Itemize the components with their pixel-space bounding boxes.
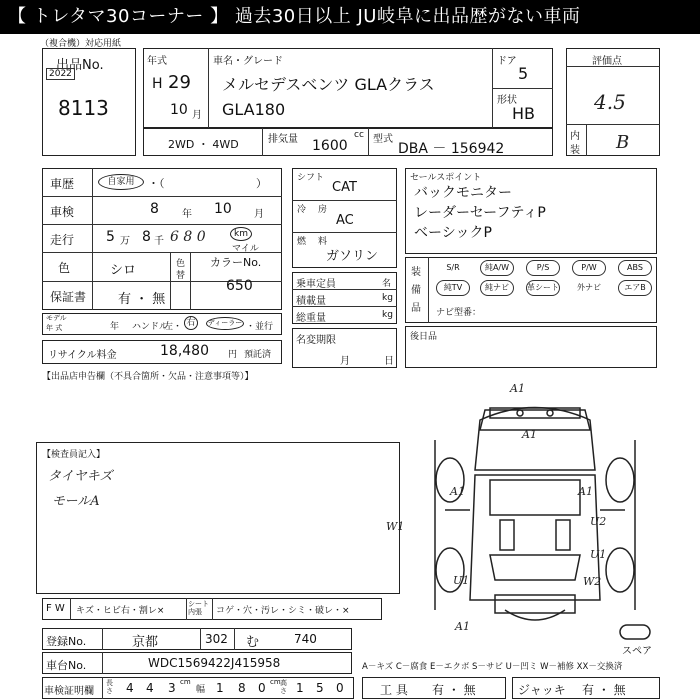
handle-opts: 左・ — [164, 322, 183, 332]
history-rest: ・（ — [148, 177, 165, 190]
fuel-label-1: 燃 — [297, 237, 307, 247]
mileage-man: 5 — [106, 229, 115, 245]
inspector-note-2: モールA — [52, 494, 100, 509]
ac-label-2: 房 — [318, 205, 328, 215]
equip-airbag: エアB — [618, 280, 652, 296]
mileage-sen: 8 — [142, 229, 151, 245]
model-name: メルセデスベンツ GLAクラス — [222, 75, 435, 94]
color-code-label: カラーNo. — [210, 256, 262, 269]
warranty-value: 有 ・ 無 — [118, 292, 166, 307]
model-year-label-1: モデル — [46, 314, 67, 322]
car-diagram — [405, 380, 665, 640]
tools-value: 有 ・ 無 — [432, 683, 476, 697]
ac-label-1: 冷 — [297, 205, 307, 215]
recycle-unit: 円 — [228, 350, 238, 360]
equip-ps: P/S — [526, 260, 560, 276]
year-value: 29 — [168, 72, 191, 93]
seat-text: コゲ・穴・汚レ・シミ・破レ・× — [216, 606, 350, 616]
color-change-2: 替 — [176, 271, 186, 281]
damage-mark-4: A1 — [578, 485, 593, 498]
seller-info-label: 【出品店申告欄（不具合箇所・欠品・注意事項等）】 — [42, 372, 254, 382]
inspection-month: 10 — [214, 201, 232, 217]
shape-value: HB — [512, 104, 536, 123]
capacity-unit: 名 — [382, 279, 392, 289]
era: H — [152, 76, 163, 92]
inspector-label: 【検査員記入】 — [42, 450, 106, 460]
navi-model-label: ナビ型番： — [436, 308, 482, 318]
shift-value: CAT — [332, 180, 357, 195]
gross-label: 総重量 — [296, 313, 326, 324]
fuel-value: ガソリン — [326, 249, 379, 264]
damage-mark-9: W2 — [583, 575, 602, 588]
fw-label: F W — [46, 603, 65, 614]
warranty-label: 保証書 — [50, 290, 87, 304]
interior-label-2: 装 — [570, 145, 580, 156]
selling-line-2: レーダーセーフティP — [414, 205, 546, 221]
equip-abs: ABS — [618, 260, 652, 276]
inspection-year: 8 — [150, 201, 159, 217]
registration-city: 京都 — [132, 635, 159, 650]
history-label: 車歴 — [50, 177, 75, 191]
selling-line-3: ベーシックP — [414, 225, 492, 241]
chassis-label: 車台No. — [46, 659, 87, 672]
color-value: シロ — [110, 263, 137, 278]
registration-class: 302 — [205, 632, 228, 646]
registration-kana: む — [246, 635, 260, 650]
year-month-unit: 月 — [192, 110, 202, 121]
equip-label-1: 装 — [411, 267, 421, 278]
name-change-day: 日 — [384, 356, 394, 367]
cert-width-unit: cm — [270, 678, 281, 686]
registration-label: 登録No. — [46, 635, 87, 648]
seat-label: シート内張 — [188, 600, 209, 616]
damage-mark-10: A1 — [455, 620, 470, 633]
fuel-label-2: 料 — [318, 237, 328, 247]
year-label: 年式 — [147, 56, 167, 67]
recycle-label: リサイクル料金 — [48, 350, 117, 361]
inspection-year-unit: 年 — [182, 209, 192, 220]
history-circled: 自家用 — [98, 174, 144, 190]
displacement-value: 1600 — [312, 138, 348, 154]
cert-height-3: 0 — [336, 681, 344, 695]
damage-mark-1: A1 — [510, 382, 525, 395]
cert-width-1: 1 — [216, 681, 224, 695]
dealer-circled: ディーラー — [206, 317, 244, 330]
selling-label: セールスポイント — [410, 173, 482, 183]
handle-right-circled: 右 — [184, 316, 198, 330]
inspector-note-1: タイヤキズ — [48, 469, 113, 484]
cert-length-1: 4 — [126, 681, 134, 695]
color-code: 650 — [226, 278, 253, 294]
damage-mark-3: A1 — [450, 485, 465, 498]
year-stamp: 2022 — [46, 68, 75, 80]
doors-label: ドア — [497, 56, 517, 67]
mileage-sen-unit: 千 — [154, 236, 164, 247]
score-value: 4.5 — [594, 90, 626, 114]
damage-mark-8: U1 — [590, 548, 607, 561]
model-label: 車名・グレード — [213, 56, 283, 67]
recycle-value: 18,480 — [160, 343, 209, 359]
equip-leather: 革シート — [526, 280, 560, 296]
model-grade: GLA180 — [222, 100, 286, 119]
cert-length-label: 長さ — [106, 679, 113, 695]
inspection-month-unit: 月 — [254, 209, 264, 220]
color-change-1: 色 — [176, 259, 186, 269]
later-items-box — [405, 326, 657, 368]
damage-mark-5: W1 — [386, 520, 405, 533]
equip-label-3: 品 — [411, 303, 421, 314]
cert-length-3: 3 — [168, 681, 176, 695]
shift-label: シフト — [297, 173, 325, 183]
gross-unit: kg — [382, 310, 393, 320]
equip-ext-navi: 外ナビ — [577, 283, 601, 292]
import-label: ・並行 — [246, 322, 274, 332]
name-change-month: 月 — [340, 356, 350, 367]
cert-label: 車検証明欄 — [44, 686, 94, 697]
recycle-note: 預託済 — [244, 350, 272, 360]
form-subtitle: （複合機）対応用紙 — [40, 39, 122, 49]
later-items-label: 後日品 — [410, 332, 438, 342]
inspection-label: 車検 — [50, 205, 75, 219]
score-label: 評価点 — [592, 56, 622, 67]
load-unit: kg — [382, 293, 393, 303]
equip-label-2: 備 — [411, 285, 421, 296]
banner: 【 トレタマ30コーナー 】 過去30日以上 JU岐阜に出品歴がない車両 — [0, 0, 700, 34]
mileage-handwritten: 6 8 0 — [170, 229, 206, 245]
displacement-label: 排気量 — [268, 134, 298, 145]
selling-line-1: バックモニター — [414, 185, 512, 201]
tools-label: 工 具 — [380, 683, 408, 697]
model-code-label: 型式 — [373, 134, 393, 145]
history-close: ） — [256, 177, 267, 190]
displacement-unit: cc — [354, 130, 364, 140]
mileage-man-unit: 万 — [120, 236, 130, 247]
damage-legend: A－キズ C－腐食 E－エクボ S－サビ U－凹ミ W－補修 XX－交換済 — [362, 662, 623, 672]
damage-mark-6: U1 — [453, 574, 470, 587]
interior-value: B — [616, 132, 630, 153]
drive: 2WD ・ 4WD — [168, 138, 239, 151]
cert-length-2: 4 — [146, 681, 154, 695]
year-month: 10 — [170, 102, 188, 118]
interior-label-1: 内 — [570, 131, 580, 142]
lot-label: 出品No. — [56, 58, 104, 73]
handle-label: ハンドル — [132, 322, 169, 332]
cert-width-label: 幅 — [196, 685, 206, 695]
cert-length-unit: cm — [180, 678, 191, 686]
lot-number: 8113 — [58, 96, 109, 120]
mileage-km-circled: km — [230, 227, 252, 241]
chassis-value: WDC1569422J415958 — [148, 656, 281, 670]
mileage-label: 走行 — [50, 233, 75, 247]
spare-label: スペア — [622, 646, 652, 657]
damage-mark-7: U2 — [590, 515, 607, 528]
damage-mark-2: A1 — [522, 428, 537, 441]
registration-number: 740 — [294, 632, 317, 646]
doors-value: 5 — [518, 64, 529, 83]
cert-width-2: 8 — [238, 681, 246, 695]
cert-height-label: 高さ — [280, 679, 287, 695]
jack-value: 有 ・ 無 — [582, 683, 626, 697]
equip-tv: 純TV — [436, 280, 470, 296]
capacity-label: 乗車定員 — [296, 279, 336, 290]
ac-value: AC — [336, 213, 354, 228]
cert-width-3: 0 — [258, 681, 266, 695]
load-label: 積載量 — [296, 296, 326, 307]
model-code: DBA － 156942 — [398, 141, 505, 157]
equip-sr: S/R — [446, 263, 460, 272]
model-year-label-2: 年 式 — [46, 324, 63, 332]
equip-aw: 純A/W — [480, 260, 514, 276]
cert-height-1: 1 — [296, 681, 304, 695]
equip-navi: 純ナビ — [480, 280, 514, 296]
cert-height-2: 5 — [316, 681, 324, 695]
shape-label: 形状 — [497, 95, 517, 106]
jack-label: ジャッキ — [518, 683, 566, 697]
model-year-year: 年 — [110, 322, 120, 332]
name-change-label: 名変期限 — [296, 335, 336, 346]
color-label: 色 — [58, 261, 71, 275]
fw-text: キズ・ヒビ右・割レ× — [76, 606, 165, 616]
equip-pw: P/W — [572, 260, 606, 276]
mileage-mile: マイル — [232, 244, 259, 254]
